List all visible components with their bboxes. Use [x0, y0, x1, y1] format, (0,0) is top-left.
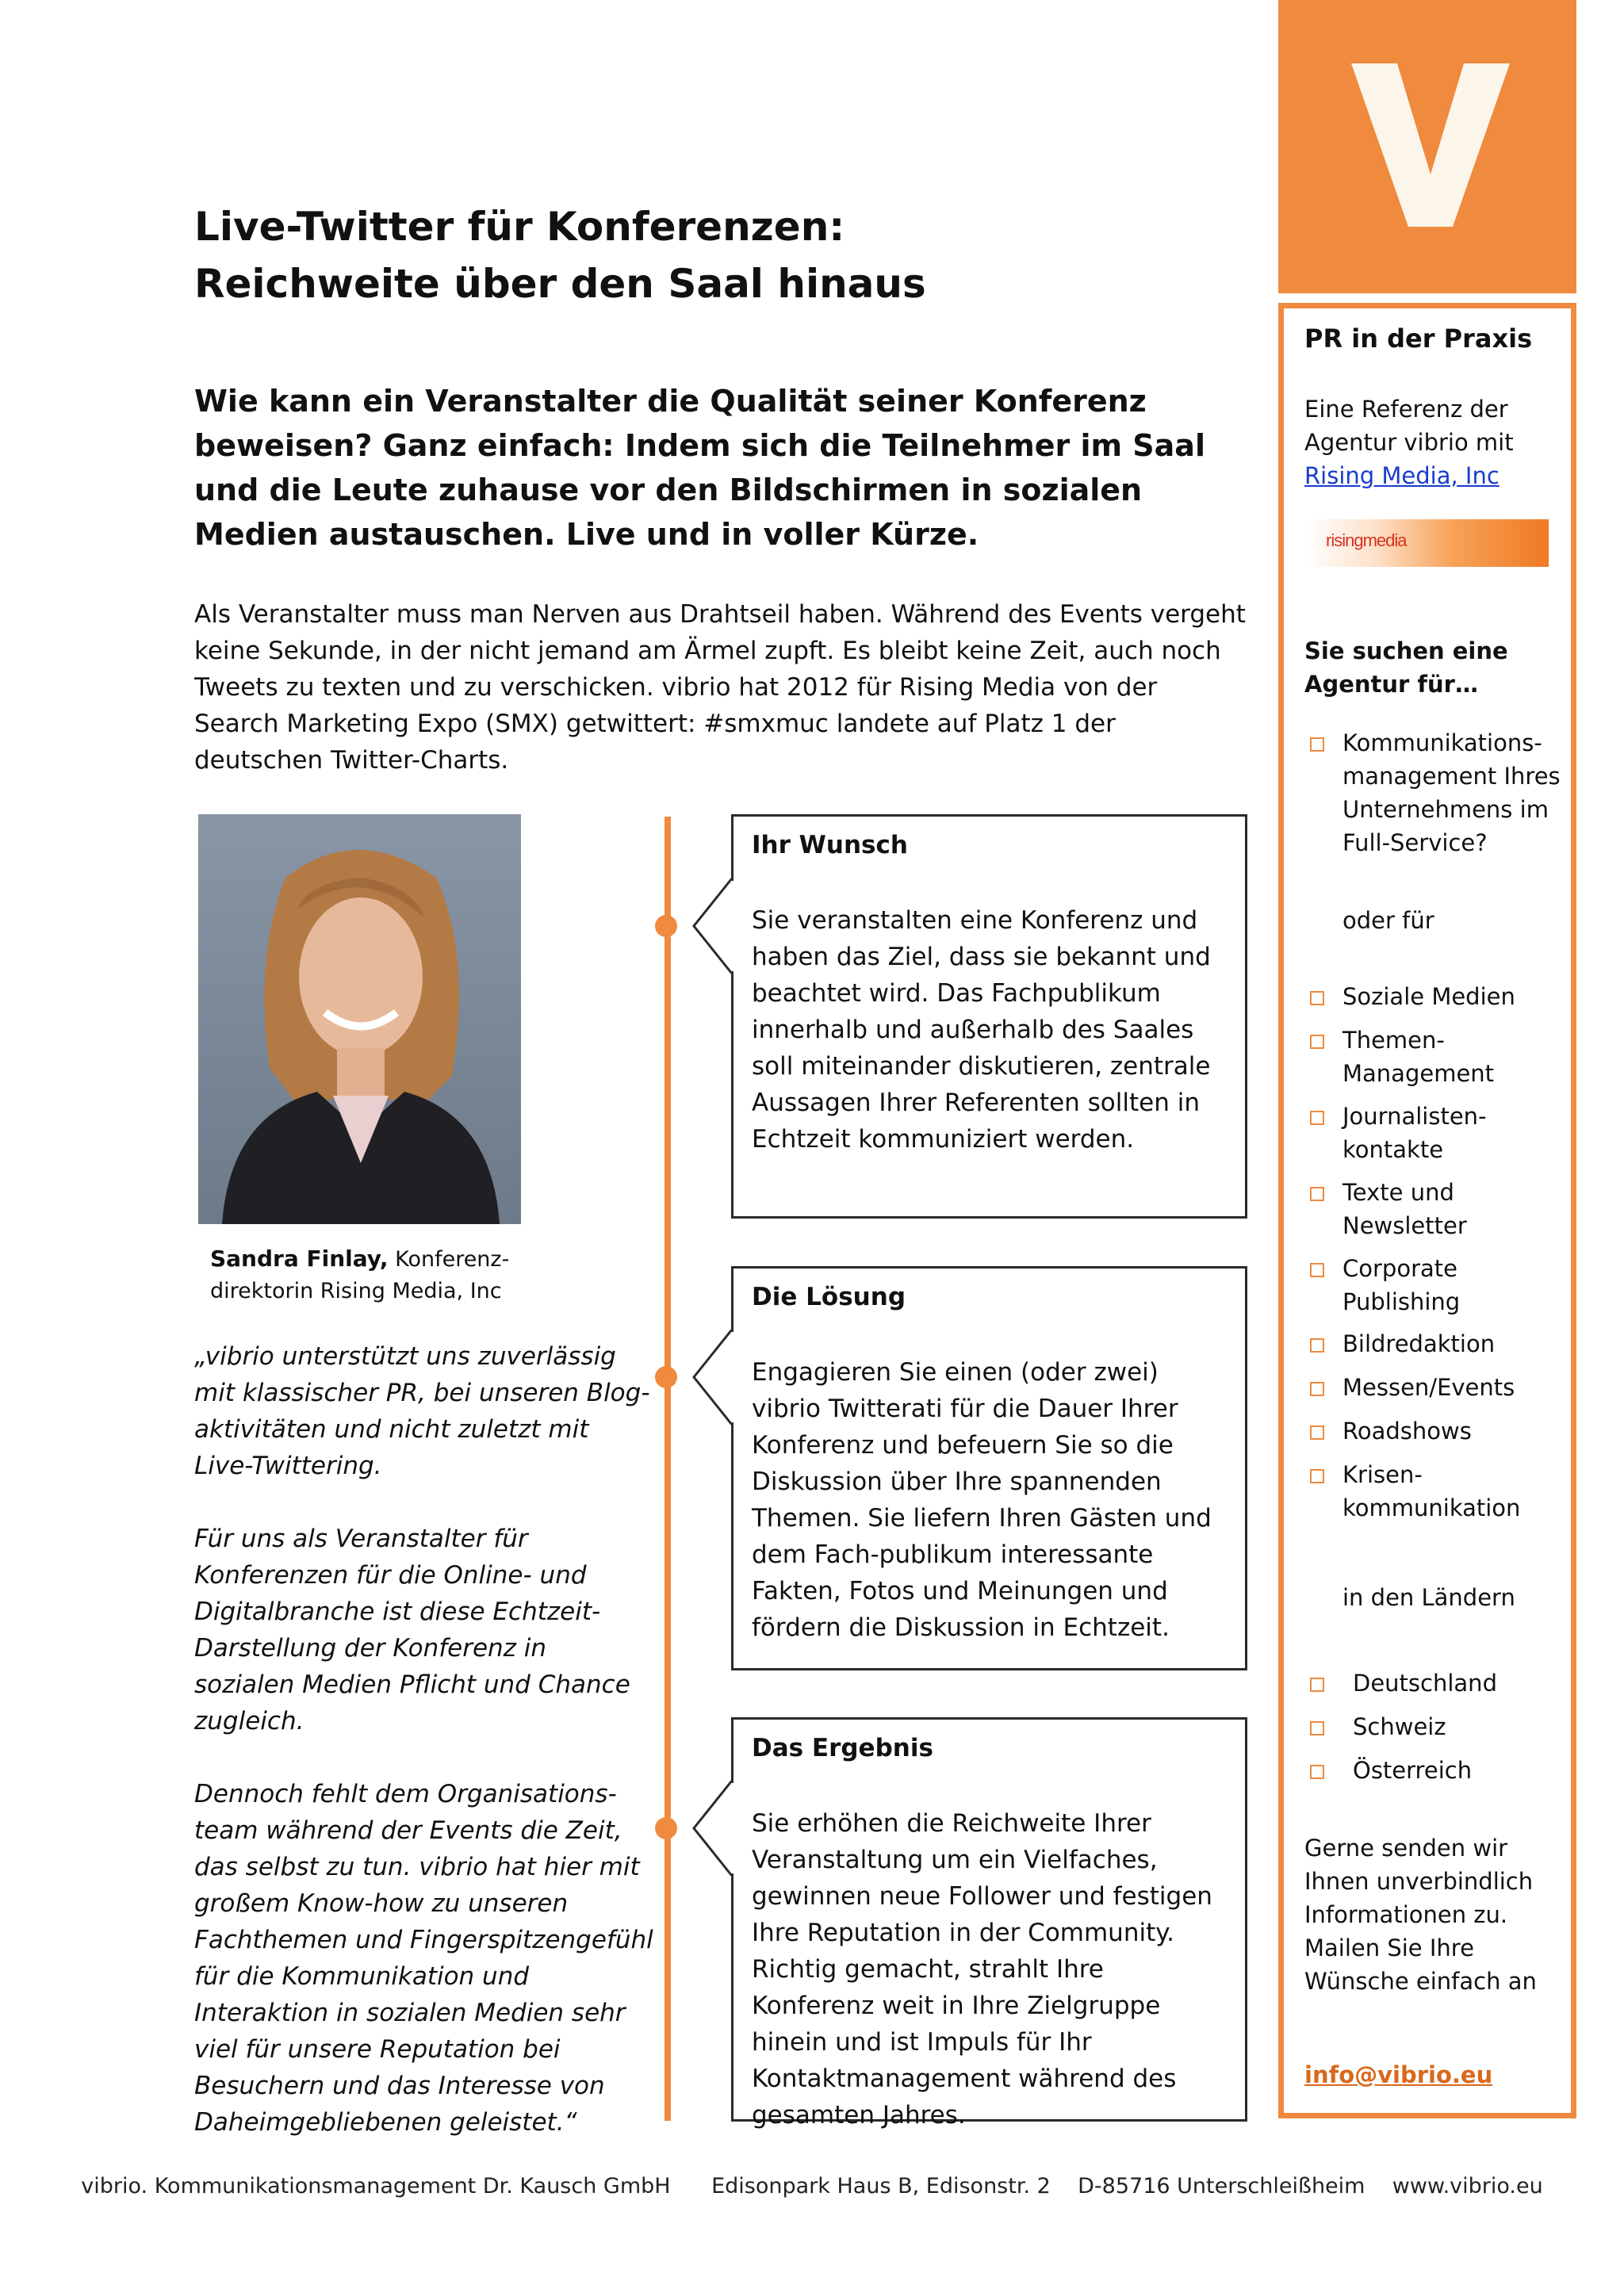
sidebar-item: Journalisten- kontakte	[1342, 1103, 1487, 1163]
rising-media-logo: risingmedia	[1304, 519, 1549, 567]
country-item: Schweiz	[1353, 1713, 1446, 1740]
timeline-dot	[655, 1817, 677, 1839]
card-text: Engagieren Sie einen (oder zwei) vibrio Twitterati für die Dauer Ihrer Konferenz und befeuern Sie so die Diskussion über Ihre spannenden Themen. Sie liefern Ihren Gästen und dem Fach-publikum interessante Fakten, Fotos und Meinungen und fördern die Diskussion in Echtzeit.	[752, 1358, 1212, 1642]
checkbox-icon	[1310, 1425, 1324, 1440]
sidebar-item: Soziale Medien	[1342, 983, 1515, 1010]
vibrio-logo	[1278, 0, 1576, 293]
checkbox-icon	[1310, 1111, 1324, 1125]
country-item: Österreich	[1353, 1757, 1473, 1784]
card-pointer-icon	[692, 1330, 733, 1425]
lead-paragraph: Wie kann ein Veranstalter die Qualität seiner Konferenz beweisen? Ganz einfach: Indem sich die Teilnehmer im Saal und die Leute zuhause vor den Bildschirmen in sozialen Medien austauschen. Live und in voller Kürze.	[194, 384, 1205, 552]
sidebar-countries-label: in den Ländern	[1342, 1584, 1515, 1611]
timeline-line	[665, 817, 671, 2121]
sidebar-item: Corporate Publishing	[1342, 1255, 1461, 1315]
checkbox-icon	[1310, 1382, 1324, 1396]
checkbox-icon	[1310, 1187, 1324, 1201]
sidebar-item: Bildredaktion	[1342, 1330, 1496, 1357]
sidebar-item: Roadshows	[1342, 1418, 1472, 1445]
sidebar-heading: PR in der Praxis	[1304, 323, 1533, 354]
testimonial-quote: „vibrio unterstützt uns zuverlässig mit klassischer PR, bei unseren Blog-aktivitäten und nicht zuletzt mit Live-Twittering. Für uns als Veranstalter für Konferenzen für die Online- und Digitalbranche ist diese Echtzeit-Darstellung der Konferenz in sozialen Medien Pflicht und Chance zugleich. Dennoch fehlt dem Organisations-team während der Events die Zeit, das selbst zu tun. vibrio hat hier mit großem Know-how zu unseren Fachthemen und Fingerspitzengefühl für die Kommunikation und Interaktion in sozialen Medien sehr viel für unsere Reputation bei Besuchern und das Interesse von Daheimgebliebenen geleistet.“	[194, 1342, 653, 2137]
card-text: Sie erhöhen die Reichweite Ihrer Veranstaltung um ein Vielfaches, gewinnen neue Follower und festigen Ihre Reputation in der Community. Richtig gemacht, strahlt Ihre Konferenz weit in Ihre Zielgruppe hinein und ist Impuls für Ihr Kontaktmanagement während des gesamten Jahres.	[752, 1809, 1212, 2130]
page-footer: vibrio. Kommunikationsmanagement Dr. Kausch GmbH Edisonpark Haus B, Edisonstr. 2 D-85716 Unterschleißheim www.vibrio.eu	[81, 2174, 1543, 2198]
checkbox-icon	[1310, 991, 1324, 1005]
sidebar-or-for: oder für	[1342, 907, 1434, 934]
sidebar-item: Messen/Events	[1342, 1374, 1515, 1401]
timeline-dot	[655, 915, 677, 937]
sidebar-item: Krisen- kommunikation	[1342, 1461, 1521, 1521]
photo-caption: Sandra Finlay, Konferenz- direktorin Rising Media, Inc	[210, 1246, 510, 1303]
sidebar-reference: Eine Referenz der Agentur vibrio mit Rising Media, Inc	[1304, 392, 1514, 492]
sidebar-item: Texte und Newsletter	[1342, 1179, 1467, 1239]
checkbox-icon	[1310, 1469, 1324, 1483]
sidebar-question: Sie suchen eine Agentur für…	[1304, 637, 1508, 698]
sidebar-item: Themen- Management	[1342, 1027, 1495, 1087]
page-title: Live-Twitter für Konferenzen: Reichweite über den Saal hinaus	[194, 204, 926, 307]
card-title: Die Lösung	[752, 1283, 906, 1311]
card-text: Sie veranstalten eine Konferenz und haben das Ziel, dass sie bekannt und beachtet wird. Das Fachpublikum innerhalb und außerhalb des Saales soll miteinander diskutieren, zentrale Aussagen Ihrer Referenten sollten in Echtzeit kommuniziert werden.	[752, 906, 1211, 1154]
rising-media-link[interactable]: Rising Media, Inc	[1304, 462, 1500, 489]
intro-paragraph: Als Veranstalter muss man Nerven aus Drahtseil haben. Während des Events vergeht keine Sekunde, in der nicht jemand am Ärmel zupft. Es bleibt keine Zeit, auch noch Tweets zu texten und zu verschicken. vibrio hat 2012 für Rising Media von der Search Marketing Expo (SMX) getwittert: #smxmuc landete auf Platz 1 der deutschen Twitter-Charts.	[194, 600, 1246, 775]
sidebar-cta: Gerne senden wir Ihnen unverbindlich Informationen zu. Mailen Sie Ihre Wünsche einfach an	[1304, 1835, 1537, 1995]
checkbox-icon	[1310, 1035, 1324, 1049]
country-item: Deutschland	[1353, 1670, 1497, 1697]
card-title: Ihr Wunsch	[752, 831, 908, 859]
email-link[interactable]: info@vibrio.eu	[1304, 2061, 1493, 2088]
sidebar-item-full-service: Kommunikations- management Ihres Unternehmens im Full-Service?	[1342, 729, 1561, 856]
checkbox-icon	[1310, 737, 1324, 752]
checkbox-icon	[1310, 1721, 1324, 1735]
timeline-dot	[655, 1366, 677, 1388]
vibrio-v-icon	[1351, 63, 1510, 227]
checkbox-icon	[1310, 1765, 1324, 1779]
card-pointer-icon	[692, 878, 733, 974]
card-title: Das Ergebnis	[752, 1734, 933, 1762]
portrait-photo	[198, 814, 521, 1224]
checkbox-icon	[1310, 1263, 1324, 1277]
checkbox-icon	[1310, 1678, 1324, 1692]
checkbox-icon	[1310, 1338, 1324, 1353]
card-pointer-icon	[692, 1781, 733, 1876]
